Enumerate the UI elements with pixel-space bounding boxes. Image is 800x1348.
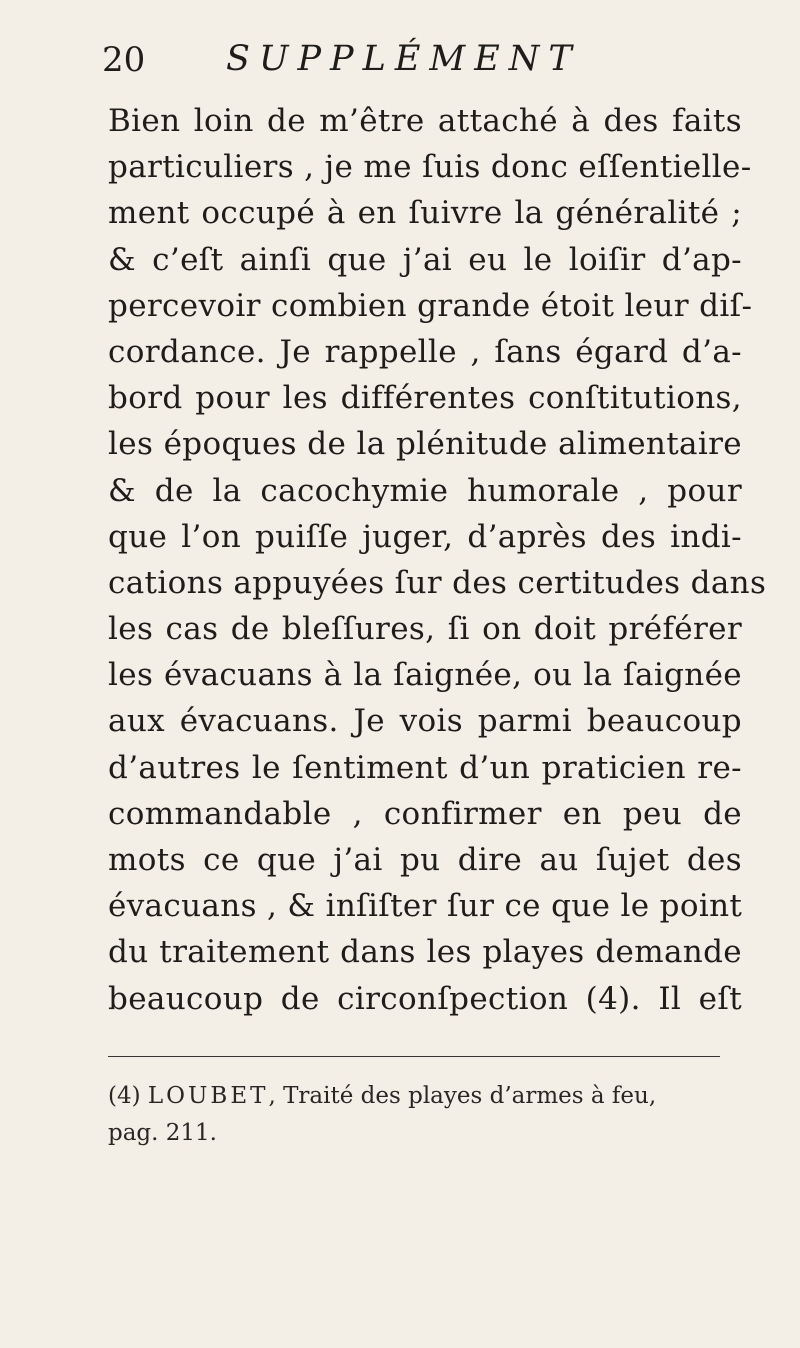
text-line: ment occupé à en ſuivre la généralité ; [108, 195, 742, 232]
main-text-block [108, 98, 767, 1022]
text-line: les évacuans à la ſaignée, ou la ſaignée [108, 657, 742, 694]
text-line: particuliers , je me ſuis donc eſſentielle- [108, 149, 752, 186]
footnote-author: LOUBET [147, 1083, 269, 1109]
footnote [108, 1078, 720, 1152]
text-line: percevoir combien grande étoit leur diſ- [108, 287, 753, 324]
text-line: cordance. Je rappelle , ſans égard d’a- [108, 333, 742, 370]
text-line: & de la cacochymie humorale , pour [108, 472, 742, 509]
text-line: beaucoup de circonſpection (4). Il eſt [108, 980, 742, 1017]
text-line: commandable , confirmer en peu de [108, 795, 742, 832]
text-line: Bien loin de m’être attaché à des faits [108, 103, 742, 139]
page-number: 20 [102, 40, 146, 80]
footnote-page-reference: pag. 211. [108, 1120, 217, 1146]
text-line: les cas de bleſſures, ſi on doit préférer [108, 611, 742, 648]
text-line: bord pour les différentes conſtitutions, [108, 380, 742, 417]
footnote-separator [108, 1056, 720, 1057]
text-line: mots ce que j’ai pu dire au ſujet des [108, 842, 742, 878]
text-line: évacuans , & inſiſter ſur ce que le point [108, 888, 743, 925]
text-line: aux évacuans. Je vois parmi beaucoup [108, 703, 742, 740]
running-title: SUPPLÉMENT [226, 39, 581, 79]
text-line: que l’on puiſſe juger, d’après des indi- [108, 518, 742, 555]
text-line: les époques de la plénitude alimentaire [108, 426, 742, 463]
text-line: cations appuyées ſur des certitudes dans [108, 564, 767, 601]
footnote-text: , Traité des playes d’armes à feu, [268, 1083, 657, 1109]
text-line: du traitement dans les playes demande [108, 934, 742, 971]
footnote-line [108, 1078, 720, 1115]
footnote-marker: (4) [108, 1083, 141, 1109]
text-line: & c’eſt ainſi que j’ai eu le loiſir d’ap- [108, 241, 742, 278]
text-line: d’autres le ſentiment d’un praticien re- [108, 749, 742, 786]
